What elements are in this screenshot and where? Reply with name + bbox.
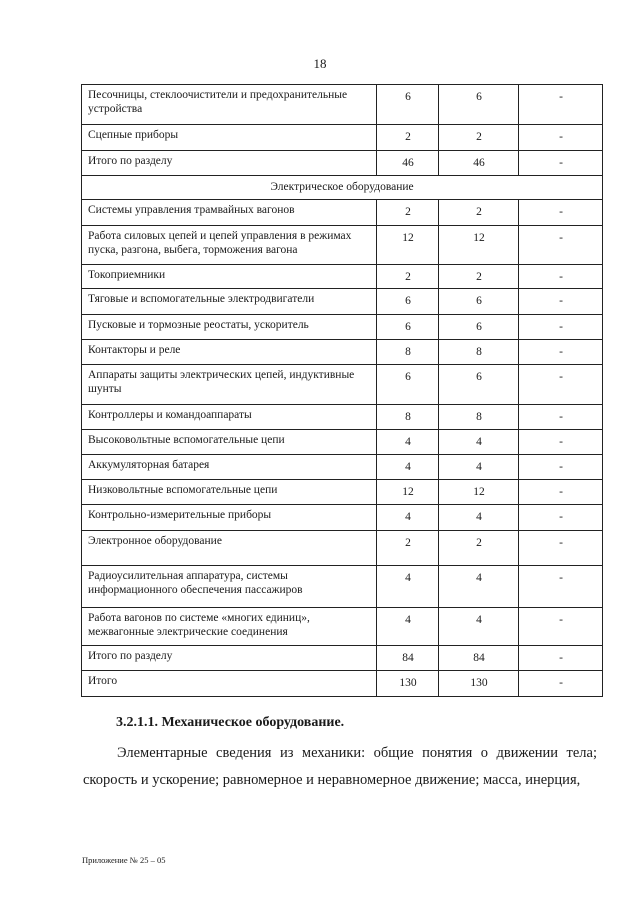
table-body (82, 85, 603, 697)
hours-total-cell: 2 (377, 531, 439, 566)
hours-total-cell: 84 (377, 646, 439, 671)
hours-total-cell: 12 (377, 480, 439, 505)
hours-practice-cell: - (519, 315, 603, 340)
hours-total-cell: 6 (377, 365, 439, 405)
hours-practice-cell: - (519, 608, 603, 646)
topic-cell: Песочницы, стеклоочистители и предохранительные устройства (82, 85, 377, 125)
hours-total-cell: 2 (377, 200, 439, 226)
hours-practice-cell: - (519, 531, 603, 566)
table-row (82, 455, 603, 480)
hours-theory-cell: 130 (439, 671, 519, 697)
hours-practice-cell: - (519, 480, 603, 505)
hours-practice-cell: - (519, 200, 603, 226)
table-row (82, 289, 603, 315)
hours-practice-cell: - (519, 455, 603, 480)
hours-theory-cell: 2 (439, 265, 519, 289)
hours-total-cell: 2 (377, 125, 439, 151)
hours-practice-cell: - (519, 85, 603, 125)
hours-theory-cell: 6 (439, 315, 519, 340)
topic-cell: Токоприемники (82, 265, 377, 289)
table-row (82, 505, 603, 531)
topic-cell: Работа силовых цепей и цепей управления в режимах пуска, разгона, выбега, торможения вагона (82, 226, 377, 265)
hours-practice-cell: - (519, 151, 603, 176)
hours-theory-cell: 12 (439, 226, 519, 265)
hours-total-cell: 4 (377, 505, 439, 531)
hours-total-cell: 46 (377, 151, 439, 176)
hours-theory-cell: 4 (439, 566, 519, 608)
hours-theory-cell: 6 (439, 85, 519, 125)
hours-total-cell: 2 (377, 265, 439, 289)
hours-total-cell: 4 (377, 566, 439, 608)
hours-practice-cell: - (519, 671, 603, 697)
topic-cell: Контакторы и реле (82, 340, 377, 365)
topic-cell: Итого по разделу (82, 151, 377, 176)
table-row (82, 531, 603, 566)
topic-cell: Контроллеры и командоаппараты (82, 405, 377, 430)
page-number: 18 (313, 56, 327, 71)
hours-practice-cell: - (519, 505, 603, 531)
hours-practice-cell: - (519, 430, 603, 455)
table-row (82, 85, 603, 125)
table-row (82, 430, 603, 455)
hours-total-cell: 6 (377, 85, 439, 125)
topic-cell: Итого (82, 671, 377, 697)
hours-total-cell: 130 (377, 671, 439, 697)
curriculum-table (81, 84, 603, 697)
topic-cell: Аккумуляторная батарея (82, 455, 377, 480)
table-row (82, 125, 603, 151)
hours-practice-cell: - (519, 226, 603, 265)
table-row (82, 480, 603, 505)
hours-total-cell: 6 (377, 289, 439, 315)
hours-theory-cell: 4 (439, 455, 519, 480)
hours-total-cell: 8 (377, 405, 439, 430)
table-row (82, 566, 603, 608)
section-header-row (82, 176, 603, 200)
hours-practice-cell: - (519, 405, 603, 430)
topic-cell: Высоковольтные вспомогательные цепи (82, 430, 377, 455)
hours-theory-cell: 8 (439, 340, 519, 365)
page-footer: Приложение № 25 – 05 (82, 855, 166, 865)
table-row (82, 340, 603, 365)
hours-theory-cell: 84 (439, 646, 519, 671)
topic-cell: Пусковые и тормозные реостаты, ускоритель (82, 315, 377, 340)
topic-cell: Работа вагонов по системе «многих единиц», межвагонные электрические соединения (82, 608, 377, 646)
topic-cell: Сцепные приборы (82, 125, 377, 151)
section-title-cell: Электрическое оборудование (82, 176, 603, 200)
topic-cell: Тяговые и вспомогательные электродвигатели (82, 289, 377, 315)
hours-theory-cell: 12 (439, 480, 519, 505)
hours-practice-cell: - (519, 365, 603, 405)
hours-total-cell: 4 (377, 455, 439, 480)
table-row (82, 265, 603, 289)
hours-theory-cell: 4 (439, 505, 519, 531)
hours-total-cell: 8 (377, 340, 439, 365)
hours-theory-cell: 4 (439, 608, 519, 646)
body-paragraph: Элементарные сведения из механики: общие понятия о движении тела; скорость и ускорение; равномерное и неравномерное движение; масса, инерция, (83, 745, 597, 788)
table-row (82, 608, 603, 646)
hours-theory-cell: 6 (439, 365, 519, 405)
hours-practice-cell: - (519, 566, 603, 608)
table-row (82, 405, 603, 430)
hours-practice-cell: - (519, 265, 603, 289)
table-row (82, 226, 603, 265)
topic-cell: Системы управления трамвайных вагонов (82, 200, 377, 226)
table-row (82, 315, 603, 340)
topic-cell: Аппараты защиты электрических цепей, индуктивные шунты (82, 365, 377, 405)
hours-theory-cell: 2 (439, 200, 519, 226)
hours-theory-cell: 46 (439, 151, 519, 176)
hours-theory-cell: 8 (439, 405, 519, 430)
topic-cell: Контрольно-измерительные приборы (82, 505, 377, 531)
hours-practice-cell: - (519, 125, 603, 151)
topic-cell: Итого по разделу (82, 646, 377, 671)
hours-theory-cell: 2 (439, 125, 519, 151)
table-row (82, 671, 603, 697)
topic-cell: Низковольтные вспомогательные цепи (82, 480, 377, 505)
hours-theory-cell: 4 (439, 430, 519, 455)
hours-total-cell: 4 (377, 430, 439, 455)
hours-practice-cell: - (519, 340, 603, 365)
hours-practice-cell: - (519, 646, 603, 671)
hours-theory-cell: 2 (439, 531, 519, 566)
hours-total-cell: 4 (377, 608, 439, 646)
hours-theory-cell: 6 (439, 289, 519, 315)
table-row (82, 200, 603, 226)
section-heading: 3.2.1.1. Механическое оборудование. (116, 715, 345, 730)
table-row (82, 365, 603, 405)
table-row (82, 151, 603, 176)
topic-cell: Радиоусилительная аппаратура, системы информационного обеспечения пассажиров (82, 566, 377, 608)
hours-practice-cell: - (519, 289, 603, 315)
hours-total-cell: 12 (377, 226, 439, 265)
hours-total-cell: 6 (377, 315, 439, 340)
topic-cell: Электронное оборудование (82, 531, 377, 566)
table-row (82, 646, 603, 671)
